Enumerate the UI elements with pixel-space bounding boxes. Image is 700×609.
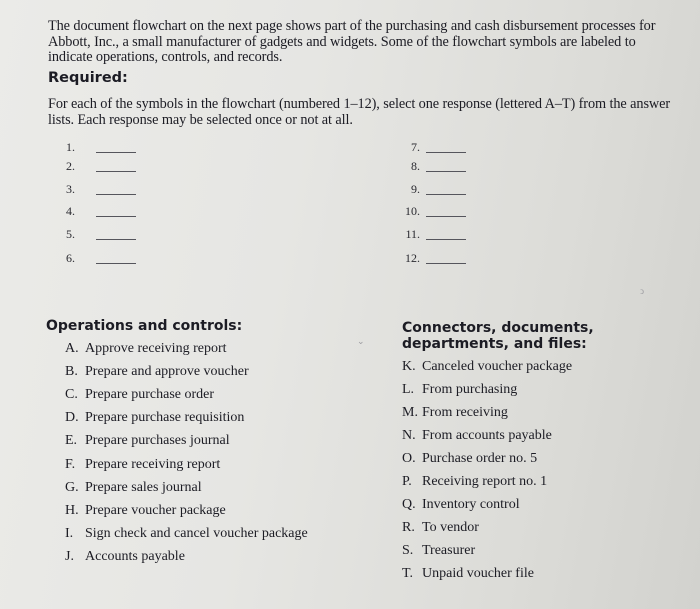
list-item-letter: D. [65, 410, 79, 426]
answer-blank-row [392, 159, 466, 174]
list-item [65, 433, 230, 449]
list-item [65, 480, 202, 496]
answer-blank-line[interactable] [96, 216, 136, 217]
answer-blank-row [392, 140, 466, 155]
list-item-text: Receiving report no. 1 [422, 474, 548, 489]
answer-blank-line[interactable] [96, 152, 136, 153]
answer-blank-number: 10. [405, 204, 420, 218]
list-item-text: Accounts payable [85, 548, 185, 564]
list-item-letter: R. [402, 520, 415, 535]
list-item-letter: M. [402, 405, 418, 420]
list-item [65, 457, 220, 473]
list-item [402, 428, 552, 444]
answer-blank-number: 12. [405, 251, 420, 265]
list-item-letter: F. [65, 456, 76, 472]
list-item [402, 520, 479, 536]
answer-blank-row [392, 182, 466, 197]
answer-blank-line[interactable] [96, 194, 136, 195]
answer-blank-row [66, 182, 136, 197]
answer-blank-row [392, 204, 466, 219]
list-item [402, 359, 572, 375]
list-item [65, 526, 308, 542]
list-item-text: Purchase order no. 5 [422, 451, 538, 466]
connectors-heading [402, 320, 594, 352]
list-item-text: To vendor [422, 520, 479, 535]
list-item-letter: G. [65, 479, 79, 495]
answer-blank-line[interactable] [96, 171, 136, 172]
answer-blank-line[interactable] [96, 239, 136, 240]
list-item-letter: L. [402, 382, 415, 397]
list-item-letter: Q. [402, 497, 416, 512]
list-item [65, 387, 214, 403]
list-item-letter: C. [65, 387, 78, 403]
list-item-text: Canceled voucher package [422, 359, 573, 374]
stray-mark: ↄ [640, 286, 644, 296]
connectors-heading-line1: Connectors, documents, [402, 320, 594, 336]
list-item-text: From accounts payable [422, 428, 552, 443]
list-item [402, 474, 547, 490]
answer-blank-row [66, 251, 136, 266]
answer-blank-number: 6. [66, 251, 75, 265]
list-item-text: Prepare sales journal [85, 479, 202, 495]
answer-blank-row [66, 204, 136, 219]
list-item-text: Prepare purchase requisition [85, 410, 245, 426]
list-item [65, 341, 227, 357]
list-item [65, 503, 226, 519]
answer-blank-number: 1. [66, 140, 75, 154]
connectors-heading-line2: departments, and files: [402, 336, 587, 352]
intro-paragraph: The document flowchart on the next page shows part of the purchasing and cash disbursement processes for Abbott, Inc., a small manufacturer of gadgets and widgets. Some of the flowchart symbols are labeled to indicate operations, controls, and records. [48, 18, 656, 65]
instructions-paragraph: For each of the symbols in the flowchart (numbered 1–12), select one response (lettered A–T) from the answer lists. Each response may be selected once or not at all. [48, 96, 671, 128]
list-item-letter: O. [402, 451, 416, 466]
answer-blank-number: 2. [66, 159, 75, 173]
list-item-text: Unpaid voucher file [422, 566, 534, 581]
list-item-text: Sign check and cancel voucher package [85, 525, 308, 541]
list-item-letter: E. [65, 433, 78, 449]
answer-blank-line[interactable] [426, 152, 466, 153]
list-item [65, 549, 185, 565]
answer-blank-line[interactable] [426, 216, 466, 217]
answer-blank-line[interactable] [426, 263, 466, 264]
list-item [402, 405, 508, 421]
answer-blank-number: 4. [66, 204, 75, 218]
list-item-text: From purchasing [422, 382, 518, 397]
operations-heading: Operations and controls: [46, 318, 243, 334]
list-item-text: Prepare receiving report [85, 456, 221, 472]
list-item-letter: T. [402, 566, 414, 581]
list-item-letter: J. [65, 548, 74, 564]
list-item [402, 497, 520, 513]
list-item-text: Prepare voucher package [85, 502, 226, 518]
answer-blank-line[interactable] [426, 239, 466, 240]
answer-blank-row [66, 227, 136, 242]
list-item-text: Prepare and approve voucher [85, 364, 249, 380]
answer-blank-row [392, 251, 466, 266]
stray-dot: ⌄ [357, 336, 365, 346]
answer-blank-line[interactable] [426, 194, 466, 195]
list-item-letter: B. [65, 364, 78, 380]
answer-blank-row [392, 227, 466, 242]
answer-blank-number: 5. [66, 227, 75, 241]
list-item-letter: P. [402, 474, 412, 489]
answer-blank-line[interactable] [96, 263, 136, 264]
required-heading: Required: [48, 70, 128, 86]
answer-blank-number: 11. [405, 227, 420, 241]
answer-blank-number: 7. [411, 140, 420, 154]
list-item [402, 543, 475, 559]
answer-blank-number: 3. [66, 182, 75, 196]
list-item-text: Inventory control [422, 497, 520, 512]
answer-blank-number: 9. [411, 182, 420, 196]
answer-blank-line[interactable] [426, 171, 466, 172]
list-item [402, 451, 537, 467]
list-item [402, 382, 517, 398]
answer-blank-row [66, 140, 136, 155]
list-item-text: Approve receiving report [85, 341, 227, 356]
answer-blank-number: 8. [411, 159, 420, 173]
list-item [65, 364, 249, 380]
list-item [402, 566, 534, 582]
list-item-letter: H. [65, 502, 79, 518]
list-item-letter: S. [402, 543, 414, 558]
list-item-text: Prepare purchase order [85, 387, 215, 403]
answer-blank-row [66, 159, 136, 174]
list-item-letter: I. [65, 525, 74, 541]
list-item-text: Prepare purchases journal [85, 433, 230, 449]
list-item-text: From receiving [422, 405, 508, 420]
list-item-letter: A. [65, 341, 79, 356]
list-item [65, 410, 244, 426]
list-item-text: Treasurer [422, 543, 476, 558]
list-item-letter: K. [402, 359, 416, 374]
list-item-letter: N. [402, 428, 416, 443]
